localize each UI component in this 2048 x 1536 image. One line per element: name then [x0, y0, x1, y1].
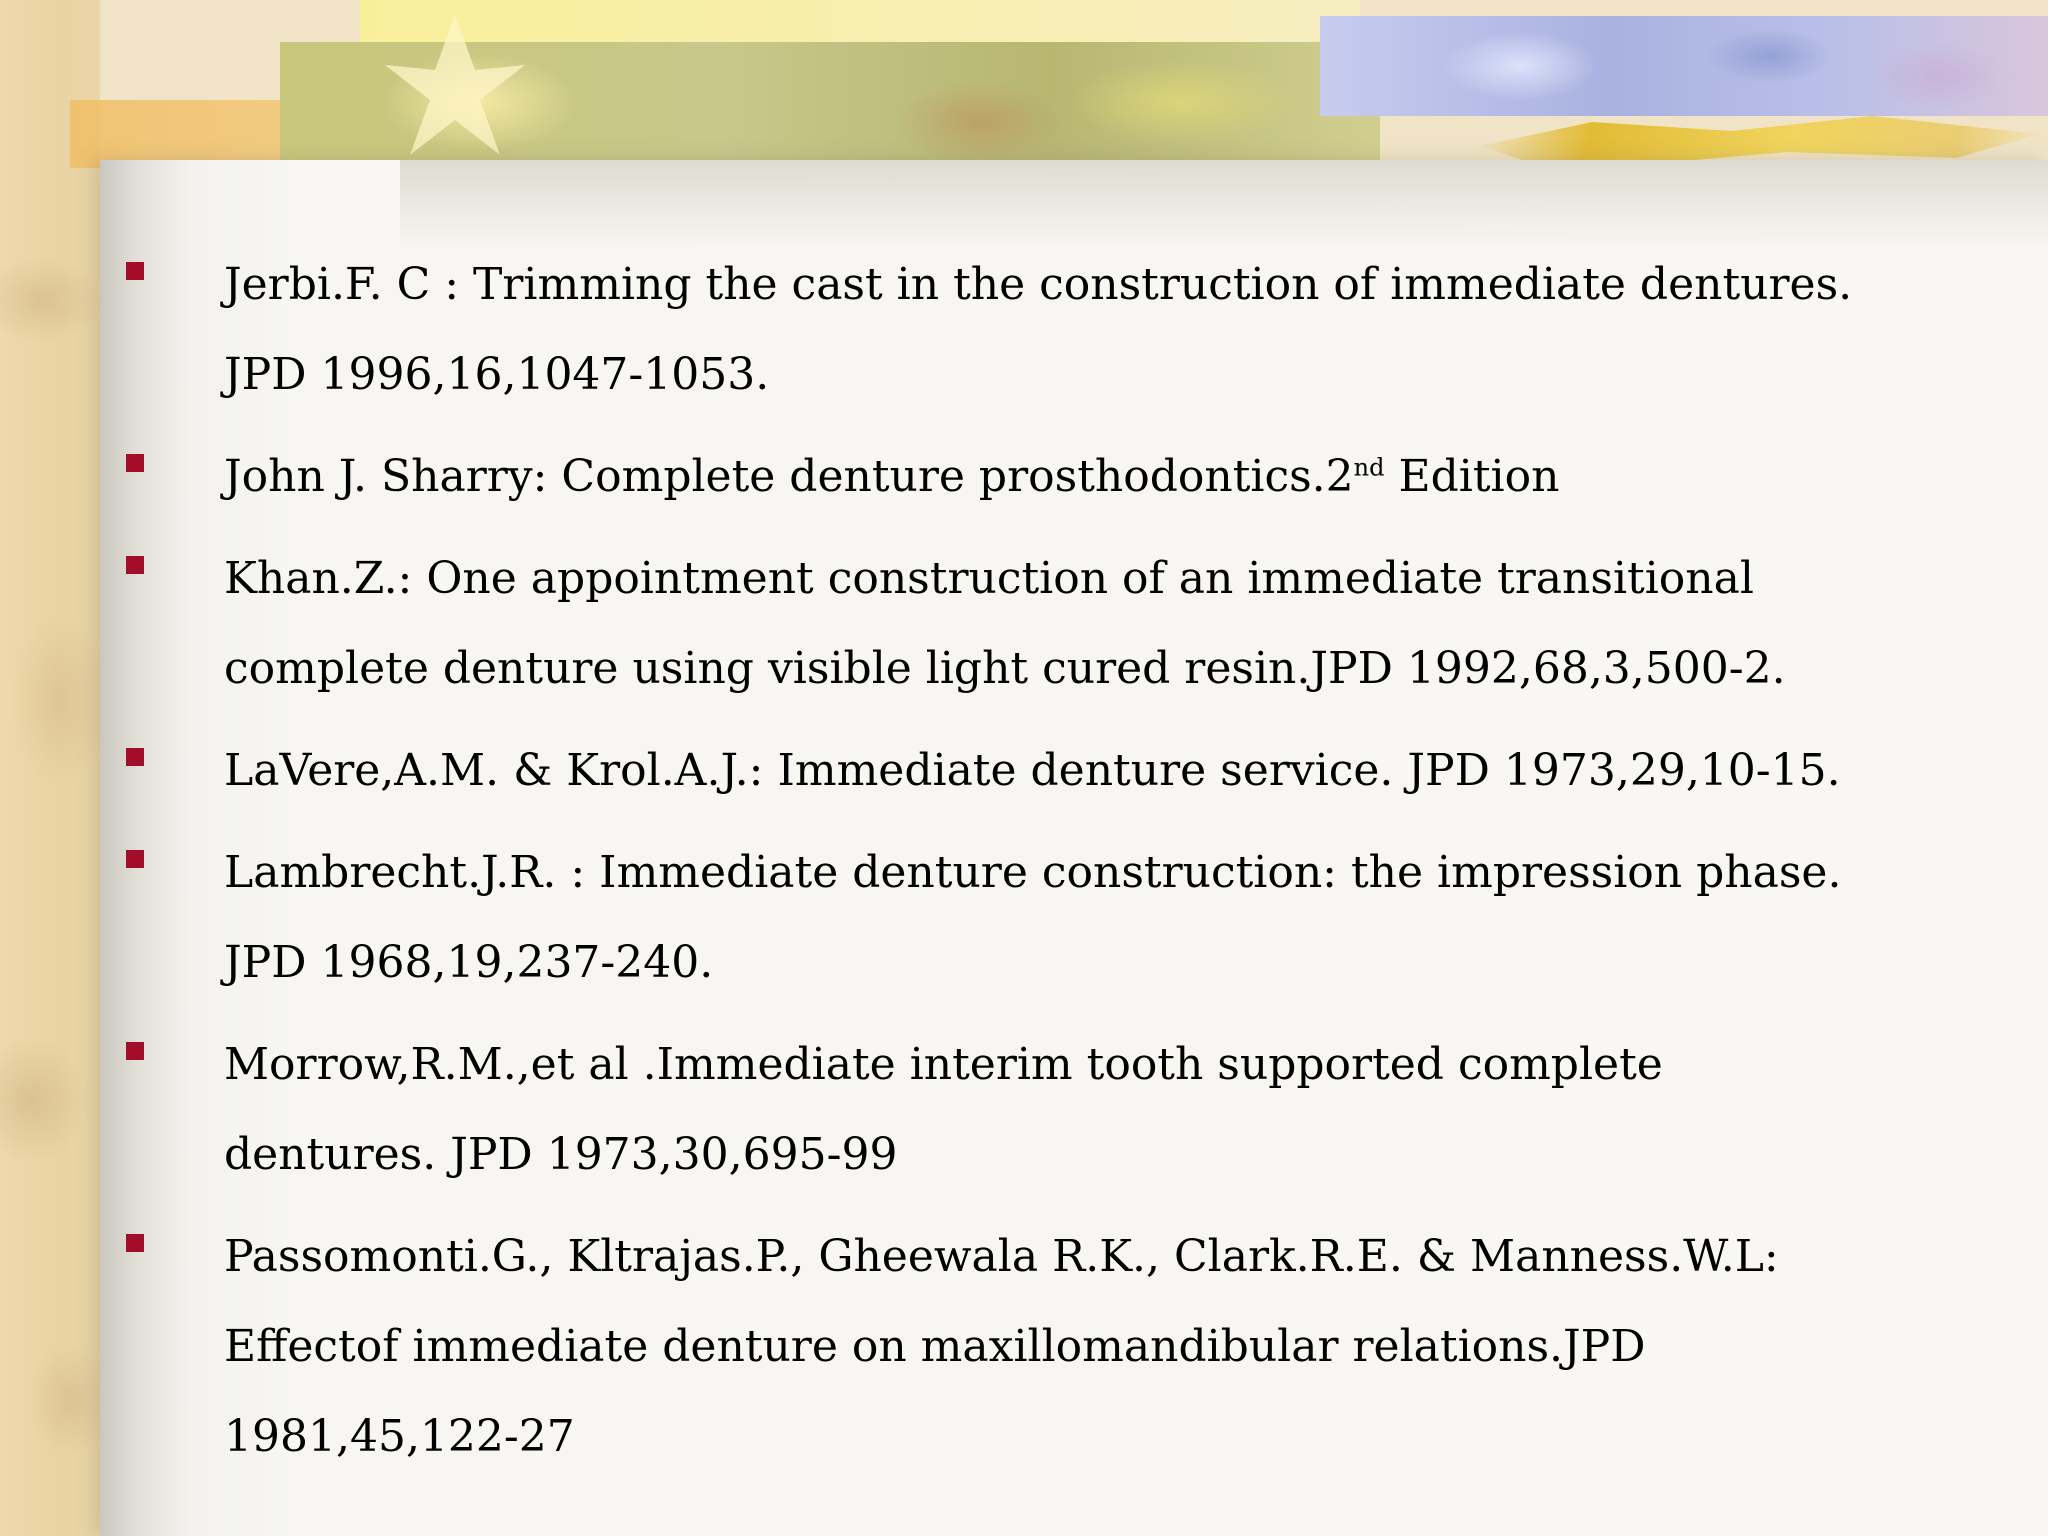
reference-item — [120, 1212, 1860, 1482]
reference-text: Lambrecht.J.R. : Immediate denture construction: the impression phase. JPD 1968,19,237-240. — [224, 847, 1842, 988]
reference-text — [224, 432, 1860, 522]
reference-text: Khan.Z.: One appointment construction of an immediate transitional complete denture using visible light cured resin.JPD 1992,68,3,500-2. — [224, 553, 1786, 694]
square-bullet-icon — [126, 454, 144, 472]
reference-item — [120, 726, 1860, 816]
reference-text: Jerbi.F. C : Trimming the cast in the construction of immediate dentures. JPD 1996,16,1047-1053. — [224, 259, 1853, 400]
square-bullet-icon — [126, 850, 144, 868]
panel-shadow — [400, 160, 2048, 250]
reference-superscript: nd — [1353, 453, 1385, 482]
reference-list — [120, 240, 1860, 1494]
square-bullet-icon — [126, 262, 144, 280]
reference-text: Morrow,R.M.,et al .Immediate interim tooth supported complete dentures. JPD 1973,30,695-99 — [224, 1039, 1663, 1180]
square-bullet-icon — [126, 748, 144, 766]
decorative-banner — [0, 0, 2048, 175]
banner-blue-flower-band — [1320, 16, 2048, 116]
reference-item — [120, 240, 1860, 420]
square-bullet-icon — [126, 556, 144, 574]
reference-text-main: John J. Sharry: Complete denture prosthodontics.2 — [224, 451, 1354, 502]
reference-item — [120, 1020, 1860, 1200]
reference-text-suffix: Edition — [1384, 451, 1560, 502]
reference-text: Passomonti.G., Kltrajas.P., Gheewala R.K., Clark.R.E. & Manness.W.L: Effectof immediate denture on maxillomandibular relations.JPD 1981,45,122-27 — [224, 1231, 1779, 1462]
square-bullet-icon — [126, 1042, 144, 1060]
square-bullet-icon — [126, 1234, 144, 1252]
reference-item — [120, 432, 1860, 522]
leaf-icon — [380, 10, 530, 160]
reference-item — [120, 534, 1860, 714]
reference-text: LaVere,A.M. & Krol.A.J.: Immediate denture service. JPD 1973,29,10-15. — [224, 745, 1841, 796]
reference-item — [120, 828, 1860, 1008]
